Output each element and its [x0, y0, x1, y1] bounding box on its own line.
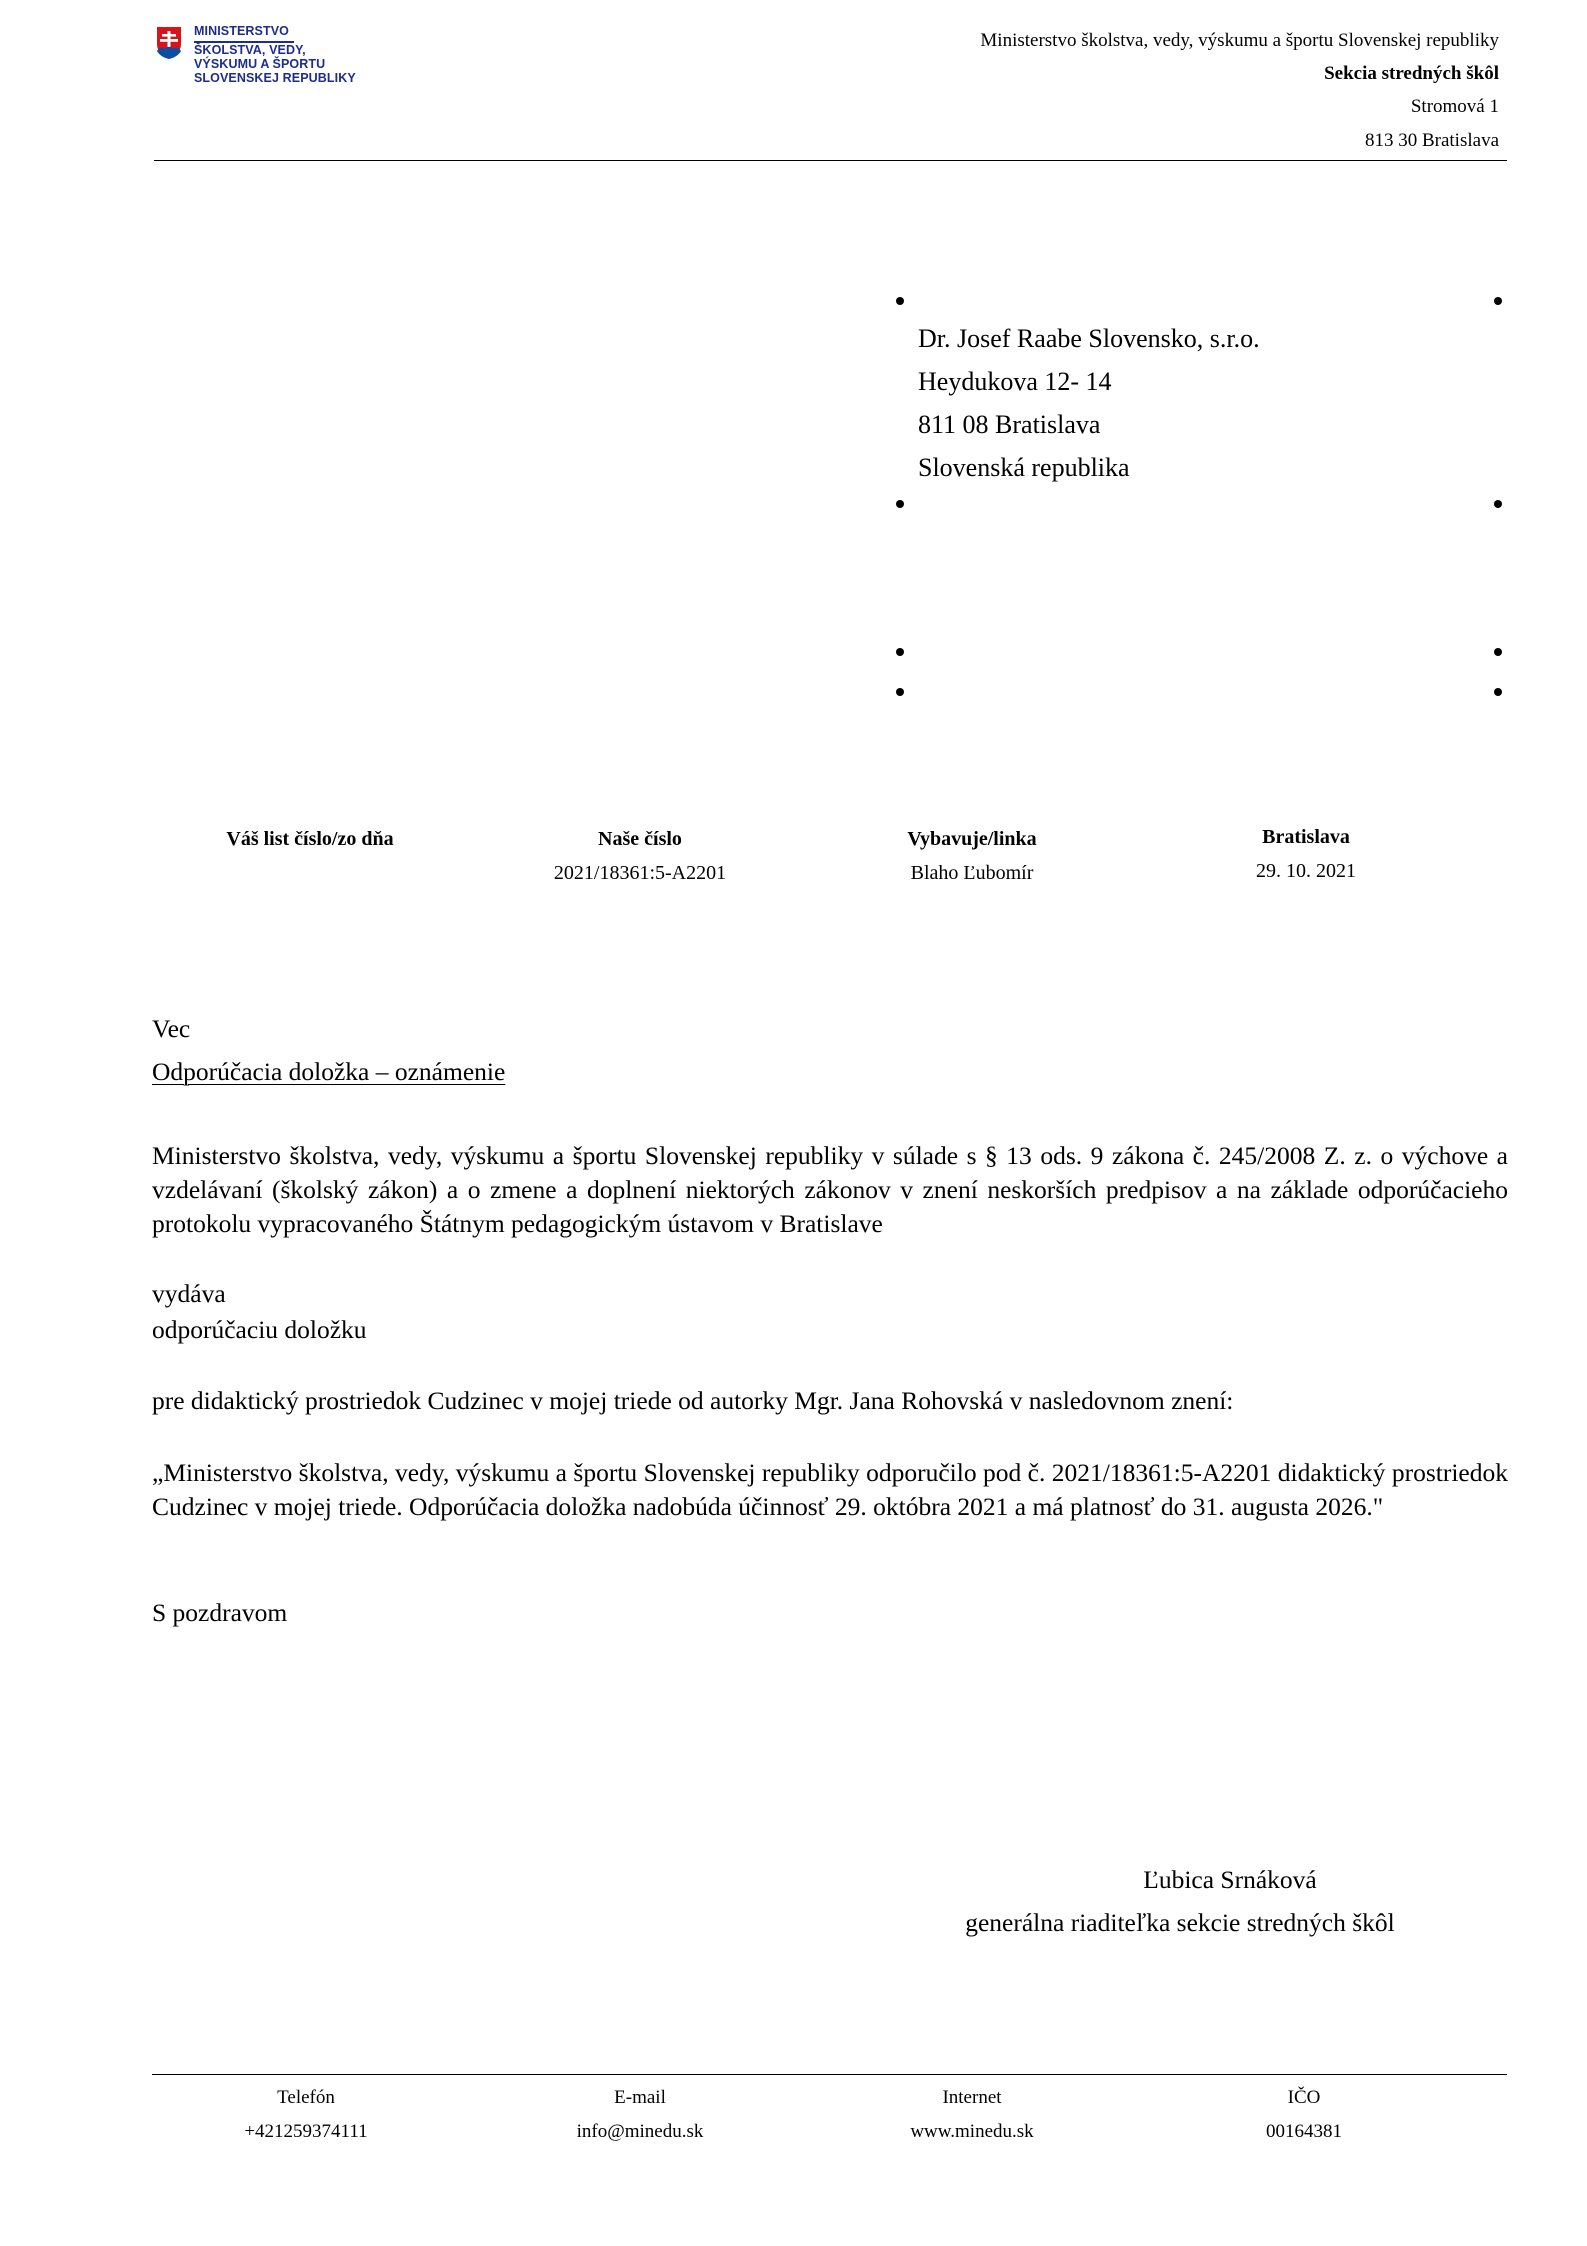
logo-line-4: SLOVENSKEJ REPUBLIKY — [194, 71, 356, 85]
handled-by-value: Blaho Ľubomír — [910, 862, 1034, 884]
subject-label: Vec — [152, 1014, 191, 1043]
sender-section: Sekcia stredných škôl — [1324, 63, 1499, 84]
phone-label: Telefón — [277, 2087, 335, 2108]
logo-line-3: VÝSKUMU A ŠPORTU — [194, 57, 326, 71]
place-label: Bratislava — [1262, 826, 1350, 848]
web-value: www.minedu.sk — [910, 2121, 1034, 2142]
address-marker — [896, 648, 904, 656]
paragraph-2: pre didaktický prostriedok Cudzinec v mojej triede od autorky Mgr. Jana Rohovská v nasledovnom znení: — [152, 1386, 1234, 1415]
sender-street: Stromová 1 — [1410, 96, 1499, 117]
ico-label: IČO — [1287, 2087, 1321, 2108]
coat-of-arms-icon — [154, 24, 184, 62]
clause-text: odporúčaciu doložku — [152, 1315, 367, 1344]
signatory-name: Ľubica Srnáková — [1143, 1865, 1317, 1894]
recipient-name: Dr. Josef Raabe Slovensko, s.r.o. — [918, 324, 1260, 353]
closing: S pozdravom — [152, 1598, 288, 1627]
recipient-city: 811 08 Bratislava — [918, 410, 1101, 439]
recipient-country: Slovenská republika — [918, 453, 1130, 482]
logo-line-2: ŠKOLSTVA, VEDY, — [194, 43, 306, 57]
address-marker — [896, 500, 904, 508]
handled-by-label: Vybavuje/linka — [907, 828, 1037, 850]
address-marker — [1494, 500, 1502, 508]
subject: Odporúčacia doložka – oznámenie — [152, 1057, 506, 1086]
sender-city: 813 30 Bratislava — [1364, 130, 1499, 151]
email-label: E-mail — [614, 2087, 666, 2108]
phone-value: +421259374111 — [244, 2121, 368, 2142]
paragraph-1: Ministerstvo školstva, vedy, výskumu a športu Slovenskej republiky v súlade s § 13 ods. 9 zákona č. 245/2008 Z. z. o výchove a vzdelávaní (školský zákon) a o zmene a doplnení niektorých zákonov v znení neskorších predpisov a na základe odporúčacieho protokolu vypracovaného Štátnym pedagogickým ústavom v Bratislave — [152, 1141, 1508, 1238]
logo-line-1: MINISTERSTVO — [194, 24, 289, 38]
paragraph-3: „Ministerstvo školstva, vedy, výskumu a športu Slovenskej republiky odporučilo pod č. 2021/18361:5-A2201 didaktický prostriedok Cudzinec v mojej triede. Odporúčacia doložka nadobúda účinnosť 29. októbra 2021 a má platnosť do 31. augusta 2026." — [152, 1458, 1508, 1521]
our-number-label: Naše číslo — [598, 828, 682, 850]
sender-ministry: Ministerstvo školstva, vedy, výskumu a športu Slovenskej republiky — [980, 30, 1499, 51]
address-marker — [1494, 648, 1502, 656]
web-label: Internet — [942, 2087, 1002, 2108]
issues-text: vydáva — [152, 1279, 226, 1308]
email-value: info@minedu.sk — [576, 2121, 704, 2142]
recipient-street: Heydukova 12- 14 — [918, 367, 1112, 396]
signatory-title: generálna riaditeľka sekcie stredných škôl — [965, 1908, 1395, 1937]
address-marker — [896, 688, 904, 696]
header-divider — [154, 160, 1507, 161]
footer-divider — [152, 2074, 1507, 2075]
address-marker — [896, 297, 904, 305]
ministry-logo — [154, 24, 354, 90]
address-marker — [1494, 688, 1502, 696]
ico-value: 00164381 — [1266, 2121, 1342, 2142]
your-letter-label: Váš list číslo/zo dňa — [226, 828, 394, 850]
our-number-value: 2021/18361:5-A2201 — [553, 862, 727, 884]
date-value: 29. 10. 2021 — [1256, 860, 1356, 882]
address-marker — [1494, 297, 1502, 305]
